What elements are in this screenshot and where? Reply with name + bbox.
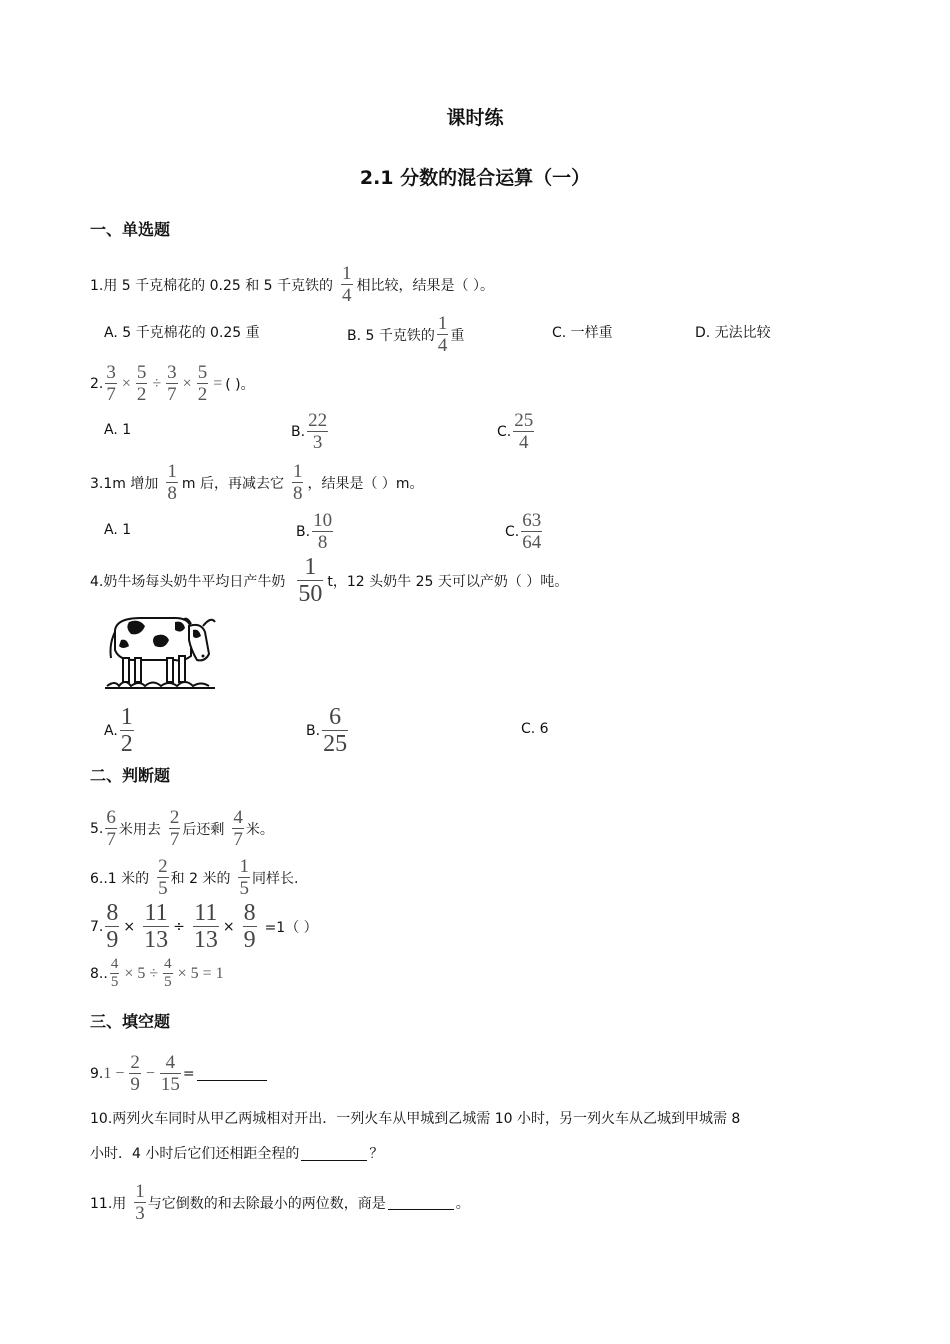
numerator: 4 <box>233 807 243 828</box>
numerator: 63 <box>522 510 542 531</box>
fraction <box>163 957 173 990</box>
question-10-text: 小时．4 小时后它们还相距全程的 <box>90 1146 300 1162</box>
denominator: 13 <box>144 927 169 953</box>
answer-blank[interactable] <box>197 1066 267 1081</box>
denominator: 3 <box>135 1203 145 1224</box>
question-10-suffix: ？ <box>369 1146 384 1162</box>
operator: − <box>145 1064 155 1082</box>
option-b[interactable] <box>306 705 350 756</box>
option-d[interactable]: D. 无法比较 <box>695 325 771 341</box>
numerator: 2 <box>169 807 180 828</box>
fraction <box>157 857 169 898</box>
question-9-suffix: = <box>182 1065 195 1082</box>
fraction <box>143 901 169 952</box>
question-4 <box>90 555 568 606</box>
cow-icon <box>105 610 217 692</box>
denominator: 4 <box>518 432 529 453</box>
numerator: 1 <box>304 554 317 580</box>
option-c[interactable] <box>505 511 544 552</box>
question-8 <box>90 957 227 990</box>
expression-text: × 5 ÷ <box>124 964 159 982</box>
numerator: 3 <box>167 362 177 383</box>
numerator: 22 <box>308 410 328 431</box>
option-b-label: B. <box>291 423 306 440</box>
question-3-suffix: ，结果是（ ）m。 <box>307 475 424 492</box>
denominator: 5 <box>158 878 168 899</box>
denominator: 7 <box>233 829 243 850</box>
denominator: 8 <box>317 532 328 553</box>
numerator: 8 <box>243 900 256 926</box>
fraction <box>322 705 348 756</box>
fraction <box>105 901 119 952</box>
denominator: 9 <box>243 927 256 953</box>
numerator: 11 <box>144 900 168 926</box>
denominator: 5 <box>110 974 119 990</box>
question-10-line-2 <box>90 1143 383 1163</box>
option-a[interactable]: A. 1 <box>104 522 132 538</box>
numerator: 1 <box>437 313 448 334</box>
operator: × <box>123 918 136 935</box>
denominator: 8 <box>167 483 177 504</box>
option-b-label: B. 5 千克铁的 <box>347 327 435 344</box>
numerator: 6 <box>329 704 342 730</box>
denominator: 50 <box>298 581 323 607</box>
numerator: 8 <box>106 900 119 926</box>
denominator: 2 <box>136 384 147 405</box>
answer-blank[interactable] <box>301 1146 367 1161</box>
fraction <box>292 462 304 503</box>
fraction <box>160 1053 181 1094</box>
denominator: 64 <box>522 532 542 553</box>
question-5-mid2: 后还剩 <box>182 821 225 838</box>
question-5-mid: 米用去 <box>118 821 161 838</box>
question-1-suffix: 相比较，结果是（ ）。 <box>356 277 494 294</box>
fraction <box>193 901 219 952</box>
question-6-suffix: 同样长. <box>251 870 299 887</box>
option-b[interactable] <box>296 511 335 552</box>
denominator: 9 <box>130 1074 140 1095</box>
question-9 <box>90 1053 269 1094</box>
fraction <box>238 857 250 898</box>
operator: × <box>121 374 131 392</box>
page-title: 课时练 <box>446 107 504 129</box>
question-7-prefix: 7. <box>90 918 104 935</box>
fraction <box>243 901 257 952</box>
option-c[interactable] <box>497 411 536 452</box>
fraction <box>134 1182 146 1223</box>
denominator: 7 <box>167 384 177 405</box>
fraction <box>312 511 333 552</box>
fraction <box>513 411 534 452</box>
question-4-prefix: 4.奶牛场每头奶牛平均日产牛奶 <box>90 573 286 590</box>
numerator: 1 <box>342 263 352 284</box>
question-3-prefix: 3.1m 增加 <box>90 475 159 492</box>
fraction <box>166 462 178 503</box>
option-b[interactable] <box>291 411 330 452</box>
fraction <box>437 314 449 355</box>
fraction <box>110 957 120 990</box>
denominator: 4 <box>342 285 352 306</box>
denominator: 4 <box>437 335 448 356</box>
denominator: 2 <box>197 384 208 405</box>
fraction <box>129 1053 141 1094</box>
option-c-label: C. <box>505 523 520 540</box>
question-9-prefix: 9. <box>90 1065 104 1082</box>
numerator: 1 <box>239 856 249 877</box>
denominator: 8 <box>292 483 303 504</box>
operator: × <box>182 374 192 392</box>
question-3 <box>90 462 424 503</box>
fraction <box>521 511 542 552</box>
denominator: 7 <box>169 829 180 850</box>
question-11 <box>90 1182 470 1223</box>
question-8-prefix: 8.. <box>90 965 108 982</box>
numerator: 1 <box>167 461 177 482</box>
denominator: 13 <box>193 927 218 953</box>
fraction <box>169 808 181 849</box>
operator: ÷ <box>152 374 162 392</box>
fraction <box>197 363 209 404</box>
expression-text: × 5 = 1 <box>177 964 224 982</box>
question-2 <box>90 363 255 404</box>
denominator: 2 <box>120 731 133 757</box>
question-2-prefix: 2. <box>90 375 104 392</box>
question-6-mid: 和 2 米的 <box>170 870 231 887</box>
numerator: 11 <box>194 900 218 926</box>
question-6 <box>90 857 298 898</box>
denominator: 3 <box>312 432 323 453</box>
numerator: 10 <box>313 510 333 531</box>
numerator: 6 <box>106 807 116 828</box>
operator: × <box>222 918 235 935</box>
question-1 <box>90 264 494 305</box>
option-b-label: B. <box>296 523 311 540</box>
denominator: 7 <box>106 384 116 405</box>
fraction <box>307 411 328 452</box>
denominator: 7 <box>106 829 116 850</box>
answer-blank[interactable] <box>388 1195 454 1210</box>
option-a[interactable] <box>104 705 136 756</box>
option-a[interactable]: A. 5 千克棉花的 0.25 重 <box>104 325 260 341</box>
question-3-mid: m 后，再减去它 <box>181 475 284 492</box>
question-7 <box>90 901 318 952</box>
expression-text: 1 − <box>103 1064 125 1082</box>
option-b[interactable] <box>347 314 464 355</box>
denominator: 15 <box>160 1074 180 1095</box>
operator: ÷ <box>173 918 185 935</box>
section-heading-single-choice: 一、单选题 <box>90 220 171 239</box>
fraction <box>120 705 134 756</box>
question-1-prefix: 1.用 5 千克棉花的 0.25 和 5 千克铁的 <box>90 277 334 294</box>
option-b-label: B. <box>306 722 321 739</box>
numerator: 5 <box>197 362 208 383</box>
numerator: 1 <box>120 704 133 730</box>
denominator: 5 <box>164 974 172 990</box>
question-4-suffix: t，12 头奶牛 25 天可以产奶（ ）吨。 <box>327 573 569 590</box>
fraction <box>166 363 178 404</box>
question-7-suffix: =1（ ） <box>264 919 318 936</box>
question-6-prefix: 6..1 米的 <box>90 870 150 887</box>
fraction <box>105 808 117 849</box>
option-c[interactable]: C. 一样重 <box>552 325 613 341</box>
fraction <box>136 363 148 404</box>
option-c-label: C. <box>497 423 512 440</box>
question-11-suffix: 。 <box>455 1195 470 1212</box>
fraction <box>297 555 323 606</box>
numerator: 25 <box>514 410 534 431</box>
numerator: 1 <box>292 461 303 482</box>
numerator: 3 <box>106 362 116 383</box>
fraction <box>105 363 117 404</box>
numerator: 1 <box>135 1181 145 1202</box>
numerator: 2 <box>158 856 168 877</box>
numerator: 4 <box>110 956 119 972</box>
numerator: 2 <box>130 1052 140 1073</box>
numerator: 5 <box>136 362 147 383</box>
question-5 <box>90 808 274 849</box>
denominator: 9 <box>106 927 119 953</box>
section-heading-true-false: 二、判断题 <box>90 766 171 785</box>
section-heading-fill-blank: 三、填空题 <box>90 1012 171 1031</box>
option-a-label: A. <box>104 722 118 739</box>
question-10-line-1: 10.两列火车同时从甲乙两城相对开出．一列火车从甲城到乙城需 10 小时，另一列火车从乙城到甲城需 8 <box>90 1111 741 1127</box>
question-11-prefix: 11.用 <box>90 1195 127 1212</box>
page-subtitle: 2.1 分数的混合运算（一） <box>359 167 591 189</box>
option-b-suffix: 重 <box>450 327 465 344</box>
denominator: 5 <box>239 878 249 899</box>
fraction <box>232 808 244 849</box>
question-11-mid: 与它倒数的和去除最小的两位数，商是 <box>147 1195 386 1212</box>
fraction <box>341 264 353 305</box>
operator: = <box>213 374 223 392</box>
denominator: 25 <box>323 731 348 757</box>
numerator: 4 <box>164 956 172 972</box>
question-5-prefix: 5. <box>90 820 104 837</box>
option-a[interactable]: A. 1 <box>104 422 132 438</box>
numerator: 4 <box>165 1052 176 1073</box>
question-2-suffix: ( )。 <box>225 376 255 393</box>
option-c[interactable]: C. 6 <box>521 721 549 737</box>
question-5-suffix: 米。 <box>245 821 274 838</box>
